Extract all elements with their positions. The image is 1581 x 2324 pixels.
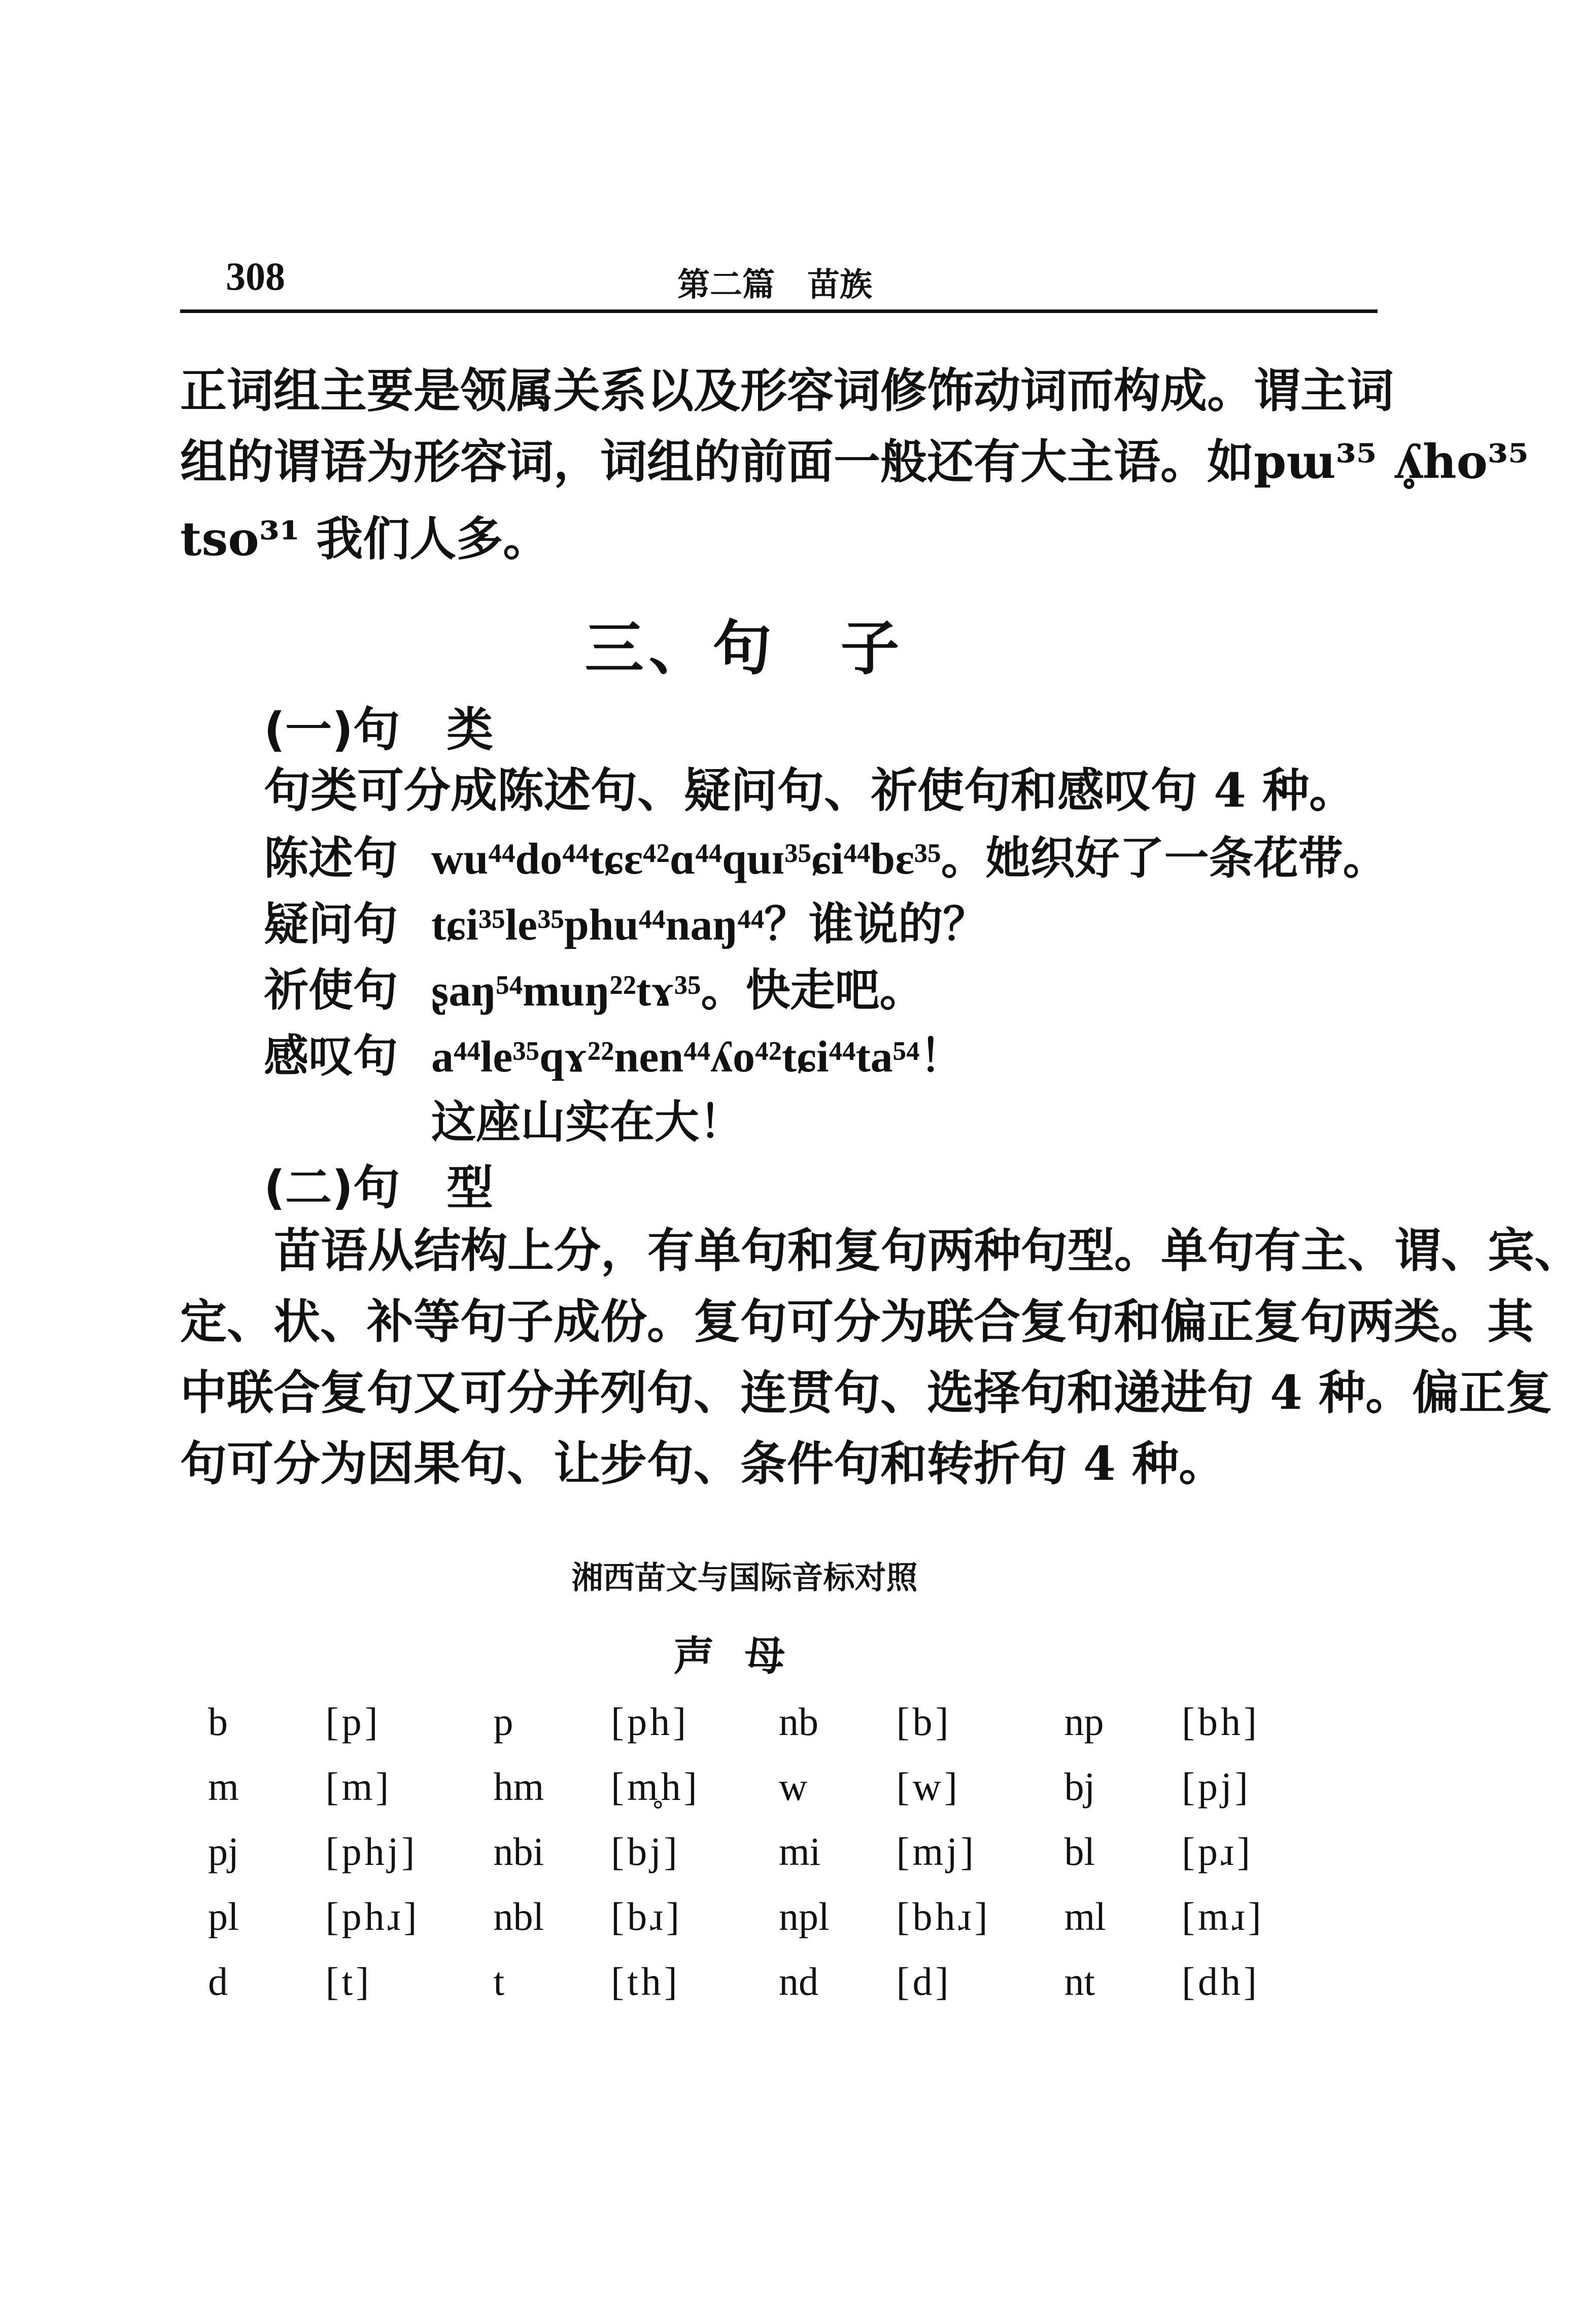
exclamative-translation: 这座山实在大！ — [431, 1095, 744, 1148]
ipa-cell: [pɹ] — [1182, 1829, 1253, 1874]
ipa-cell: [phɹ] — [325, 1894, 420, 1938]
sentence-type-example — [431, 823, 1388, 887]
latin-cell: pj — [208, 1829, 239, 1874]
latin-cell: nbi — [493, 1829, 544, 1874]
sentence-type-name: 陈述句 — [264, 831, 398, 884]
sentence-type-name: 感叹句 — [264, 1029, 398, 1082]
latin-cell: hm — [493, 1764, 544, 1809]
table-subtitle: 声母 — [673, 1633, 816, 1680]
example-text: tɕi³⁵le³⁵phu⁴⁴naŋ⁴⁴？ — [431, 900, 809, 950]
table-row — [208, 1884, 1350, 1949]
sentence-pattern-paragraph — [180, 1215, 1581, 1499]
table-row — [208, 1819, 1350, 1884]
latin-cell: nb — [778, 1699, 818, 1744]
subsection-heading-sentence-pattern: (二)句 型 — [264, 1161, 494, 1215]
sentence-type-row — [264, 889, 1380, 955]
sentence-type-example — [431, 889, 987, 953]
ipa-cell: [w] — [896, 1764, 960, 1809]
pattern-line: 定、状、补等句子成份。复句可分为联合复句和偏正复句两类。其 — [180, 1294, 1534, 1349]
ipa-cell: [b] — [896, 1699, 952, 1744]
ipa-cell: [phj] — [325, 1829, 418, 1874]
latin-cell: p — [493, 1699, 513, 1744]
intro-line: 组的谓语为形容词，词组的前面一般还有大主语。如pɯ³⁵ ʎ̥ho³⁵ — [180, 434, 1529, 489]
ipa-cell: [d] — [896, 1959, 952, 2003]
table-row — [208, 1949, 1350, 2014]
ipa-cell: [p] — [325, 1699, 381, 1744]
ipa-cell: [mj] — [896, 1829, 977, 1874]
latin-cell: mi — [778, 1829, 821, 1874]
sentence-type-row — [264, 823, 1388, 889]
page-number: 308 — [226, 254, 285, 298]
pattern-line: 苗语从结构上分，有单句和复句两种句型。单句有主、谓、宾、 — [274, 1223, 1581, 1278]
table-title: 湘西苗文与国际音标对照 — [571, 1559, 918, 1596]
example-text: a⁴⁴le³⁵qɤ²²nen⁴⁴ʎo⁴²tɕi⁴⁴ta⁵⁴！ — [431, 1032, 965, 1082]
ipa-cell: [m̥h] — [611, 1764, 700, 1809]
latin-cell: d — [208, 1959, 228, 2003]
table-row — [208, 1689, 1350, 1754]
ipa-cell: [dh] — [1182, 1959, 1260, 2003]
ipa-cell: [m] — [325, 1764, 392, 1809]
latin-cell: bl — [1064, 1829, 1095, 1874]
sentence-type-example — [431, 955, 924, 1019]
sentence-class-intro-text: 句类可分成陈述句、疑问句、祈使句和感叹句 4 种。 — [264, 763, 1356, 818]
example-gloss: 快走吧。 — [745, 963, 924, 1016]
latin-cell: b — [208, 1699, 228, 1744]
ipa-cell: [bhɹ] — [896, 1894, 991, 1938]
ipa-cell: [pj] — [1182, 1764, 1251, 1809]
sentence-type-row — [264, 1021, 1380, 1087]
sentence-type-row — [264, 955, 1380, 1021]
ipa-cell: [bɹ] — [611, 1894, 683, 1938]
latin-cell: w — [778, 1764, 808, 1809]
pattern-line: 中联合复句又可分并列句、连贯句、选择句和递进句 4 种。偏正复 — [180, 1365, 1553, 1420]
running-header — [180, 254, 1378, 313]
initials-table — [208, 1689, 1350, 2014]
table-row — [208, 1754, 1350, 1819]
sentence-class-intro — [264, 755, 1380, 826]
latin-cell: bj — [1064, 1764, 1095, 1809]
intro-line: 正词组主要是领属关系以及形容词修饰动词而构成。谓主词 — [180, 363, 1394, 418]
ipa-cell: [t] — [325, 1959, 372, 2003]
latin-cell: npl — [778, 1894, 830, 1938]
pattern-line: 句可分为因果句、让步句、条件句和转折句 4 种。 — [180, 1436, 1226, 1491]
ipa-cell: [th] — [611, 1959, 680, 2003]
subsection-heading-sentence-class: (一)句 类 — [264, 703, 494, 757]
ipa-cell: [bj] — [611, 1829, 680, 1874]
latin-cell: nt — [1064, 1959, 1095, 2003]
sentence-type-name: 疑问句 — [264, 897, 398, 950]
latin-cell: ml — [1064, 1894, 1106, 1938]
ipa-cell: [bh] — [1182, 1699, 1260, 1744]
sentence-type-example — [431, 1021, 964, 1085]
latin-cell: np — [1064, 1699, 1104, 1744]
running-title: 第二篇 苗族 — [677, 266, 872, 304]
latin-cell: t — [493, 1959, 505, 2003]
example-gloss: 她织好了一条花带。 — [985, 831, 1388, 884]
latin-cell: nbl — [493, 1894, 544, 1938]
latin-cell: pl — [208, 1894, 239, 1938]
example-text: ʂaŋ⁵⁴muŋ²²tɤ³⁵。 — [431, 966, 746, 1016]
example-text: wu⁴⁴do⁴⁴tɕɛ⁴²ɑ⁴⁴quɪ³⁵ɕi⁴⁴bɛ³⁵。 — [431, 835, 986, 884]
ipa-cell: [mɹ] — [1182, 1894, 1264, 1938]
intro-paragraph — [180, 355, 1529, 574]
latin-cell: nd — [778, 1959, 818, 2003]
ipa-cell: [ph] — [611, 1699, 690, 1744]
intro-line: tso³¹ 我们人多。 — [180, 511, 550, 566]
latin-cell: m — [208, 1764, 239, 1809]
section-title: 三、句 子 — [585, 614, 905, 683]
example-gloss: 谁说的？ — [809, 897, 988, 950]
sentence-type-name: 祈使句 — [264, 963, 398, 1016]
